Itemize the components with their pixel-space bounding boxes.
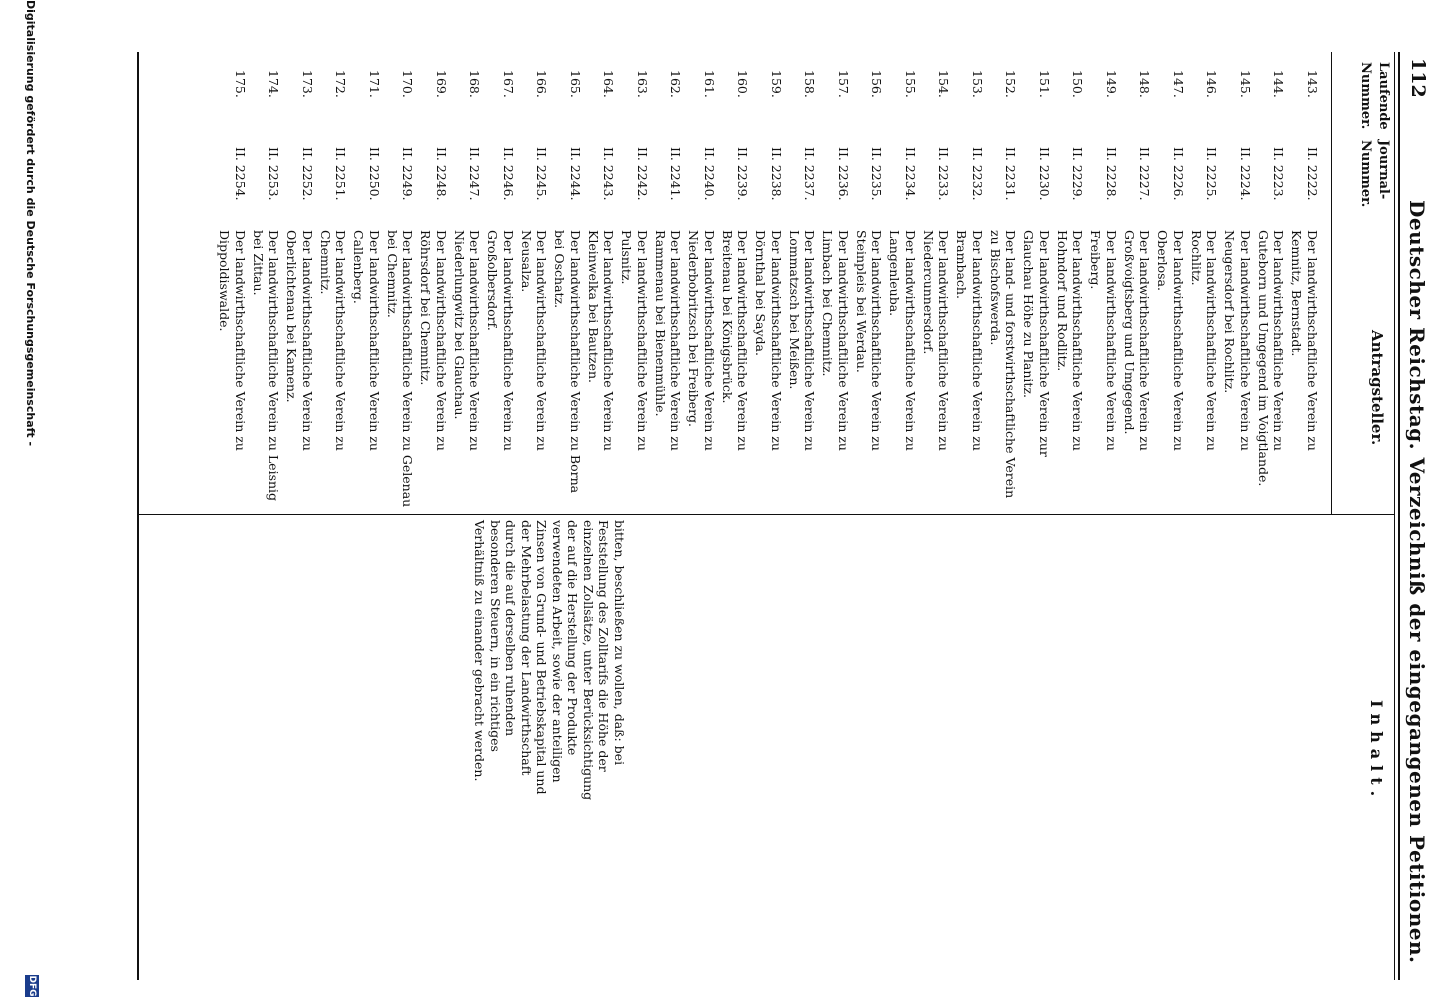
petition-content: bitten, beschließen zu wollen, daß: bei Feststellung des Zolltarifs die Höhe der einzelnen Zollsätze, unter Berücksichtigung der auf die Herstellung der Produkte verwendeten Arbeit, sowie der anteiligen Zinsen von Grund- und Betriebskapital und der Mehrbelastung der Landwirthschaft durch die auf derselben ruhenden besonderen Steuern, in ein richtiges Verhältniß zu einander gebracht werden. (472, 520, 627, 801)
petitioner-text: Der landwirthschaftliche Verein zu Brambach. (954, 230, 985, 451)
petitioner-text: Der landwirthschaftliche Verein zu Kemnitz, Bernstadt. (1289, 230, 1320, 451)
petitioner-text: Der landwirthschaftliche Verein zu Freiberg. (1088, 230, 1119, 451)
petitioner-text: Der landwirthschaftliche Verein zu Rammenau bei Bienenmühle. (653, 230, 684, 451)
row-number: 158. (802, 70, 818, 98)
journal-number: II. 2250. (367, 147, 382, 201)
journal-number: II. 2248. (434, 147, 449, 201)
journal-number: II. 2253. (266, 147, 282, 201)
row-number: 148. (1137, 70, 1153, 98)
journal-number: II. 2233. (936, 147, 952, 201)
row-number: 152. (1003, 70, 1019, 98)
row-number: 155. (903, 70, 918, 98)
journal-number: II. 2231. (1003, 147, 1019, 201)
row-number: 159. (769, 70, 784, 98)
petitioner-text: Der landwirthschaftliche Verein zu Großolbersdorf. (485, 230, 516, 451)
row-number: 164. (601, 70, 617, 98)
row-number: 150. (1070, 70, 1086, 98)
journal-number: II. 2245. (534, 147, 550, 201)
petitioner-text: Der landwirthschaftliche Verein zu Guteborn und Umgegend im Voigtlande. (1256, 230, 1287, 487)
petitioner-text: Der landwirthschaftliche Verein zu Chemnitz. (318, 230, 349, 451)
row-number: 171. (367, 70, 382, 98)
petitioner-text: Der landwirthschaftliche Verein zu Pulsnitz. (619, 230, 650, 451)
column-header-journal: Journal-Nummer. (1358, 140, 1391, 208)
journal-number: II. 2240. (702, 147, 717, 201)
journal-number: II. 2223. (1271, 147, 1287, 201)
row-number: 163. (635, 70, 650, 98)
journal-number: II. 2230. (1037, 147, 1052, 201)
petitioner-text: Der land- und forstwirthschaftliche Verein zu Bischofswerda. (988, 230, 1019, 499)
petitioner-text: Der landwirthschaftliche Verein zu Neusalza. (519, 230, 550, 451)
row-number: 144. (1271, 70, 1287, 98)
journal-number: II. 2222. (1305, 147, 1320, 201)
row-number: 167. (501, 70, 516, 98)
row-number: 146. (1204, 70, 1220, 98)
column-header-inhalt: Inhalt. (1367, 700, 1386, 803)
journal-number: II. 2224. (1238, 147, 1253, 201)
row-number: 175. (233, 70, 248, 98)
row-number: 143. (1305, 70, 1320, 98)
petitioner-text: Der landwirthschaftliche Verein zur Glauchau Höhe zu Planitz. (1021, 230, 1052, 457)
row-number: 173. (300, 70, 315, 98)
row-number: 168. (467, 70, 483, 98)
page-title: Deutscher Reichstag. Verzeichniß der eingegangenen Petitionen. (1405, 200, 1429, 964)
header-bottom-rule (1331, 52, 1332, 514)
row-number: 160. (735, 70, 751, 98)
journal-number: II. 2243. (601, 147, 617, 201)
petitioner-text: Der landwirthschaftliche Verein zu Breitenau bei Königsbrück. (720, 230, 751, 451)
footer-credit: Digitalisierung gefördert durch die Deutsche Forschungsgemeinschaft - (24, 0, 37, 447)
petitioner-text: Der landwirthschaftliche Verein zu Hohndorf und Rodlitz. (1055, 230, 1086, 451)
petitioner-text: Der landwirthschaftliche Verein zu Oberlichtenau bei Kamenz. (284, 230, 315, 451)
petitioner-text: Der landwirthschaftliche Verein zu Borna bei Oschatz. (552, 230, 583, 494)
petitioner-text: Der landwirthschaftliche Verein zu Dippoldiswalde. (217, 230, 248, 451)
journal-number: II. 2235. (869, 147, 885, 201)
petitioner-text: Der landwirthschaftliche Verein zu Großvoigtsberg und Umgegend. (1122, 230, 1153, 451)
row-number: 172. (333, 70, 349, 98)
header-rule (1394, 52, 1395, 980)
petitioner-text: Der landwirthschaftliche Verein zu Kleinwelka bei Bautzen. (586, 230, 617, 451)
journal-number: II. 2226. (1171, 147, 1186, 201)
journal-number: II. 2234. (903, 147, 918, 201)
row-number: 153. (970, 70, 985, 98)
journal-number: II. 2239. (735, 147, 751, 201)
row-number: 149. (1104, 70, 1119, 98)
journal-number: II. 2232. (970, 147, 985, 201)
journal-number: II. 2244. (568, 147, 583, 201)
journal-number: II. 2229. (1070, 147, 1086, 201)
journal-number: II. 2246. (501, 147, 516, 201)
petitioner-text: Der landwirthschaftliche Verein zu Neugersdorf bei Rochlitz. (1222, 230, 1253, 451)
petitioner-text: Der landwirthschaftliche Verein zu Steinpleis bei Werdau. (854, 230, 885, 451)
journal-number: II. 2241. (668, 147, 684, 201)
journal-number: II. 2254. (233, 147, 248, 201)
petitioner-text: Der landwirthschaftliche Verein zu Lommatzsch bei Meißen. (787, 230, 818, 451)
journal-number: II. 2237. (802, 147, 818, 201)
petitioner-text: Der landwirthschaftliche Verein zu Callenberg. (351, 230, 382, 451)
journal-number: II. 2247. (467, 147, 483, 201)
journal-number: II. 2242. (635, 147, 650, 201)
row-number: 157. (836, 70, 851, 98)
row-number: 151. (1037, 70, 1052, 98)
journal-number: II. 2228. (1104, 147, 1119, 201)
petitioner-text: Der landwirthschaftliche Verein zu Limbach bei Chemnitz. (820, 230, 851, 451)
row-number: 166. (534, 70, 550, 98)
column-header-antragsteller: Antragsteller. (1368, 330, 1386, 446)
row-number: 156. (869, 70, 885, 98)
row-number: 161. (702, 70, 717, 98)
petitioner-text: Der landwirthschaftliche Verein zu Röhrsdorf bei Chemnitz. (418, 230, 449, 451)
column-header-laufende: Laufende Nummer. (1358, 62, 1391, 130)
journal-number: II. 2225. (1204, 147, 1220, 201)
top-rule (1398, 52, 1400, 980)
page-number: 112 (1407, 58, 1429, 98)
journal-number: II. 2227. (1137, 147, 1153, 201)
petitioner-text: Der landwirthschaftliche Verein zu Leisnig bei Zittau. (251, 230, 282, 502)
row-number: 147. (1171, 70, 1186, 98)
row-number: 162. (668, 70, 684, 98)
dfg-logo-icon: DFG (27, 975, 37, 997)
row-number: 174. (266, 70, 282, 98)
journal-number: II. 2249. (400, 147, 416, 201)
row-number: 145. (1238, 70, 1253, 98)
row-number: 154. (936, 70, 952, 98)
petitioner-text: Der landwirthschaftliche Verein zu Niederlungwitz bei Glauchau. (452, 230, 483, 451)
petitioner-text: Der landwirthschaftliche Verein zu Dörnthal bei Sayda. (753, 230, 784, 451)
petitioner-text: Der landwirthschaftliche Verein zu Oberlosa. (1155, 230, 1186, 451)
petitioner-text: Der landwirthschaftliche Verein zu Langenleuba. (887, 230, 918, 451)
journal-number: II. 2252. (300, 147, 315, 201)
row-number: 165. (568, 70, 583, 98)
petitioner-text: Der landwirthschaftliche Verein zu Rochlitz. (1189, 230, 1220, 451)
journal-number: II. 2251. (333, 147, 349, 201)
journal-number: II. 2236. (836, 147, 851, 201)
row-number: 170. (400, 70, 416, 98)
column-divider (139, 514, 1394, 515)
petitioner-text: Der landwirthschaftliche Verein zu Niedercunnersdorf. (921, 230, 952, 451)
petitioner-text: Der landwirthschaftliche Verein zu Niederbobritzsch bei Freiberg. (686, 230, 717, 451)
row-number: 169. (434, 70, 449, 98)
bottom-rule (137, 52, 139, 980)
journal-number: II. 2238. (769, 147, 784, 201)
petitioner-text: Der landwirthschaftliche Verein zu Gelenau bei Chemnitz. (385, 230, 416, 508)
